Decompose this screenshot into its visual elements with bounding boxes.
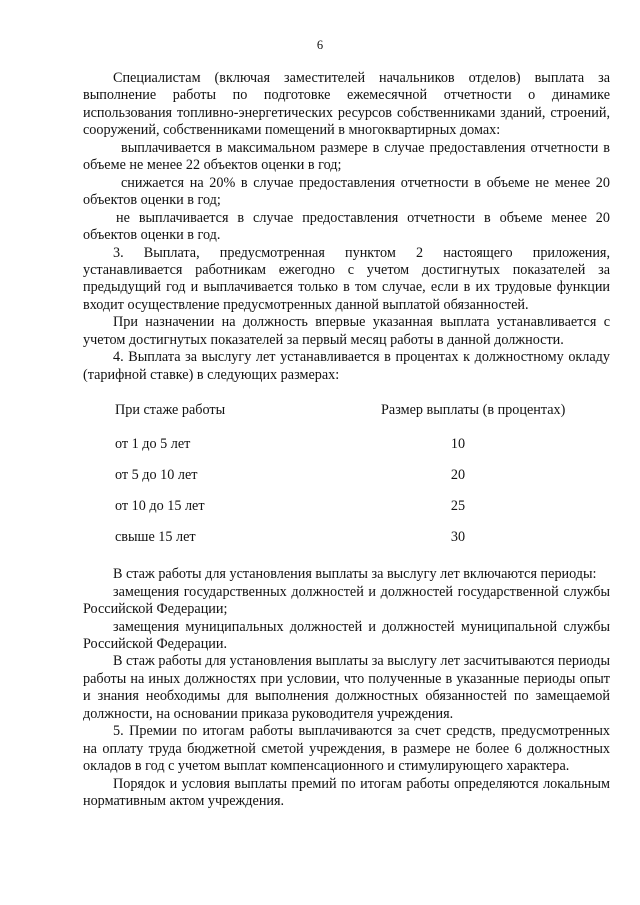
table-row bbox=[83, 529, 610, 560]
table-cell-percent: 10 bbox=[450, 436, 466, 453]
table-cell-period: свыше 15 лет bbox=[115, 529, 196, 546]
paragraph: В стаж работы для установления выплаты за выслугу лет включаются периоды: bbox=[113, 566, 597, 583]
table-cell-percent: 25 bbox=[450, 498, 466, 515]
table-cell-percent: 30 bbox=[450, 529, 466, 546]
table-row bbox=[83, 498, 610, 529]
table-cell-period: от 1 до 5 лет bbox=[115, 436, 191, 453]
document-body bbox=[83, 70, 610, 811]
paragraph: выплачивается в максимальном размере в случае предоставления отчетности в объеме не менее 22 объектов оценки в год; bbox=[83, 139, 610, 174]
seniority-table bbox=[83, 402, 610, 560]
paragraph: 5. Премии по итогам работы выплачиваются за счет средств, предусмотренных на оплату труда бюджетной сметой учреждения, в размере не более 6 должностных окладов в год с учетом выплат компенсационного и стимулирующего характера. bbox=[83, 723, 610, 775]
paragraphs-top bbox=[83, 70, 610, 384]
table-header-row bbox=[83, 402, 610, 436]
table-row bbox=[83, 436, 610, 467]
paragraphs-bottom bbox=[83, 566, 610, 810]
paragraph: не выплачивается в случае предоставления отчетности в объеме менее 20 объектов оценки в год. bbox=[83, 209, 610, 244]
paragraph: замещения муниципальных должностей и должностей муниципальной службы Российской Федерации. bbox=[83, 618, 610, 652]
table-cell-period: от 10 до 15 лет bbox=[115, 498, 205, 515]
table-header-period: При стаже работы bbox=[115, 402, 226, 419]
table-cell-period: от 5 до 10 лет bbox=[115, 467, 198, 484]
paragraph: 3. Выплата, предусмотренная пунктом 2 настоящего приложения, устанавливается работникам ежегодно с учетом достигнутых показателей за предыдущий год и выплачивается только в том случае, если в их трудовые функции входит осуществление предусмотренных данной выплатой обязанностей. bbox=[83, 244, 610, 313]
page-number: 6 bbox=[316, 38, 324, 52]
paragraph: В стаж работы для установления выплаты за выслугу лет засчитываются периоды работы на иных должностях при условии, что полученные в указанные периоды опыт и знания необходимы для выполнения должностных обязанностей по замещаемой должности, на основании приказа руководителя учреждения. bbox=[83, 653, 610, 722]
paragraph: Порядок и условия выплаты премий по итогам работы определяются локальным нормативным актом учреждения. bbox=[83, 775, 610, 810]
paragraph: Специалистам (включая заместителей начальников отделов) выплата за выполнение работы по подготовке ежемесячной отчетности о динамике использования топливно-энергетических ресурсов собственниками зданий, строений, сооружений, собственниками помещений в многоквартирных домах: bbox=[83, 70, 610, 139]
paragraph: снижается на 20% в случае предоставления отчетности в объеме не менее 20 объектов оценки в год; bbox=[83, 174, 610, 209]
table-cell-percent: 20 bbox=[450, 467, 466, 484]
paragraph: 4. Выплата за выслугу лет устанавливается в процентах к должностному окладу (тарифной ставке) в следующих размерах: bbox=[83, 349, 610, 383]
paragraph: замещения государственных должностей и должностей государственной службы Российской Федерации; bbox=[83, 583, 610, 618]
paragraph: При назначении на должность впервые указанная выплата устанавливается с учетом достигнутых показателей за первый месяц работы в данной должности. bbox=[83, 314, 610, 348]
table-row bbox=[83, 467, 610, 498]
table-header-percent: Размер выплаты (в процентах) bbox=[381, 402, 566, 419]
